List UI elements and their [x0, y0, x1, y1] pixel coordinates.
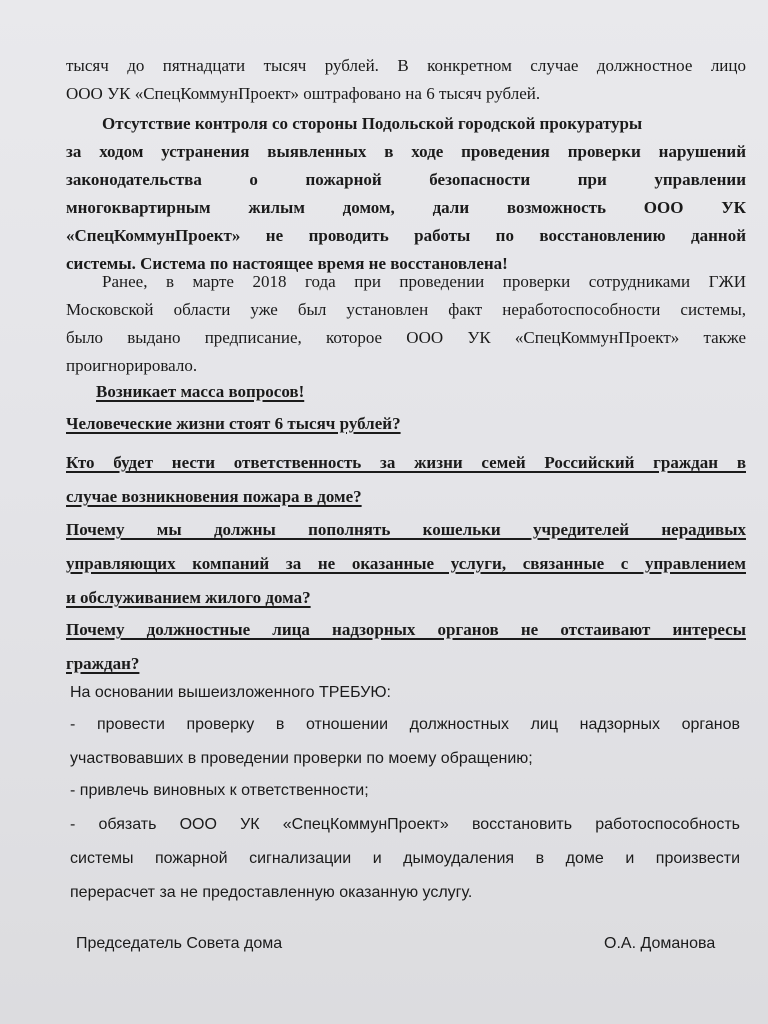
signature-role: Председатель Совета дома	[76, 935, 283, 952]
demand-2: - привлечь виновных к ответственности;	[70, 782, 369, 799]
text-line: - провести проверку в отношении должностных лиц надзорных органов	[70, 716, 740, 733]
text-line: «СпецКоммунПроект» не проводить работы по восстановлению данной	[66, 226, 746, 245]
text-line: системы. Система по настоящее время не восстановлена!	[66, 254, 508, 273]
paragraph-prior-inspection	[66, 268, 746, 380]
questions-intro: Возникает масса вопросов!	[96, 382, 305, 401]
text-line: Московской области уже был установлен факт неработоспособности системы,	[66, 300, 746, 319]
text-line: за ходом устранения выявленных в ходе проведения проверки нарушений	[66, 142, 746, 161]
question-1: Человеческие жизни стоят 6 тысяч рублей?	[66, 414, 401, 433]
text-line: случае возникновения пожара в доме?	[66, 487, 362, 506]
text-line: управляющих компаний за не оказанные услуги, связанные с управлением	[66, 554, 746, 573]
signature-name: О.А. Доманова	[604, 935, 716, 952]
text-line: Кто будет нести ответственность за жизни семей Российский граждан в	[66, 453, 746, 472]
text-line: Почему должностные лица надзорных органов не отстаивают интересы	[66, 620, 746, 639]
text-line: перерасчет за не предоставленную оказанную услугу.	[70, 884, 473, 901]
text-line: Почему мы должны пополнять кошельки учредителей нерадивых	[66, 520, 746, 539]
text-line: участвовавших в проведении проверки по моему обращению;	[70, 750, 533, 767]
demand-1	[70, 708, 740, 776]
text-line: системы пожарной сигнализации и дымоудаления в доме и произвести	[70, 850, 740, 867]
question-4	[66, 613, 746, 681]
text-line: - обязать ООО УК «СпецКоммунПроект» восстановить работоспособность	[70, 816, 740, 833]
demand-3	[70, 808, 740, 910]
text-line: Отсутствие контроля со стороны Подольской городской прокуратуры	[102, 114, 643, 133]
text-line: было выдано предписание, которое ООО УК «СпецКоммунПроект» также	[66, 328, 746, 347]
question-3	[66, 513, 746, 615]
paragraph-fine	[66, 52, 746, 108]
text-line: проигнорировало.	[66, 356, 198, 375]
text-line: граждан?	[66, 654, 140, 673]
text-line: тысяч до пятнадцати тысяч рублей. В конкретном случае должностное лицо	[66, 56, 746, 75]
paragraph-bold-claim	[66, 110, 746, 278]
question-2	[66, 446, 746, 514]
text-line: законодательства о пожарной безопасности при управлении	[66, 170, 746, 189]
text-line: ООО УК «СпецКоммунПроект» оштрафовано на 6 тысяч рублей.	[66, 84, 541, 103]
text-line: и обслуживанием жилого дома?	[66, 588, 311, 607]
text-line: Ранее, в марте 2018 года при проведении проверки сотрудниками ГЖИ	[102, 272, 746, 291]
text-line: многоквартирным жилым домом, дали возможность ООО УК	[66, 198, 746, 217]
demands-intro: На основании вышеизложенного ТРЕБУЮ:	[70, 684, 391, 701]
